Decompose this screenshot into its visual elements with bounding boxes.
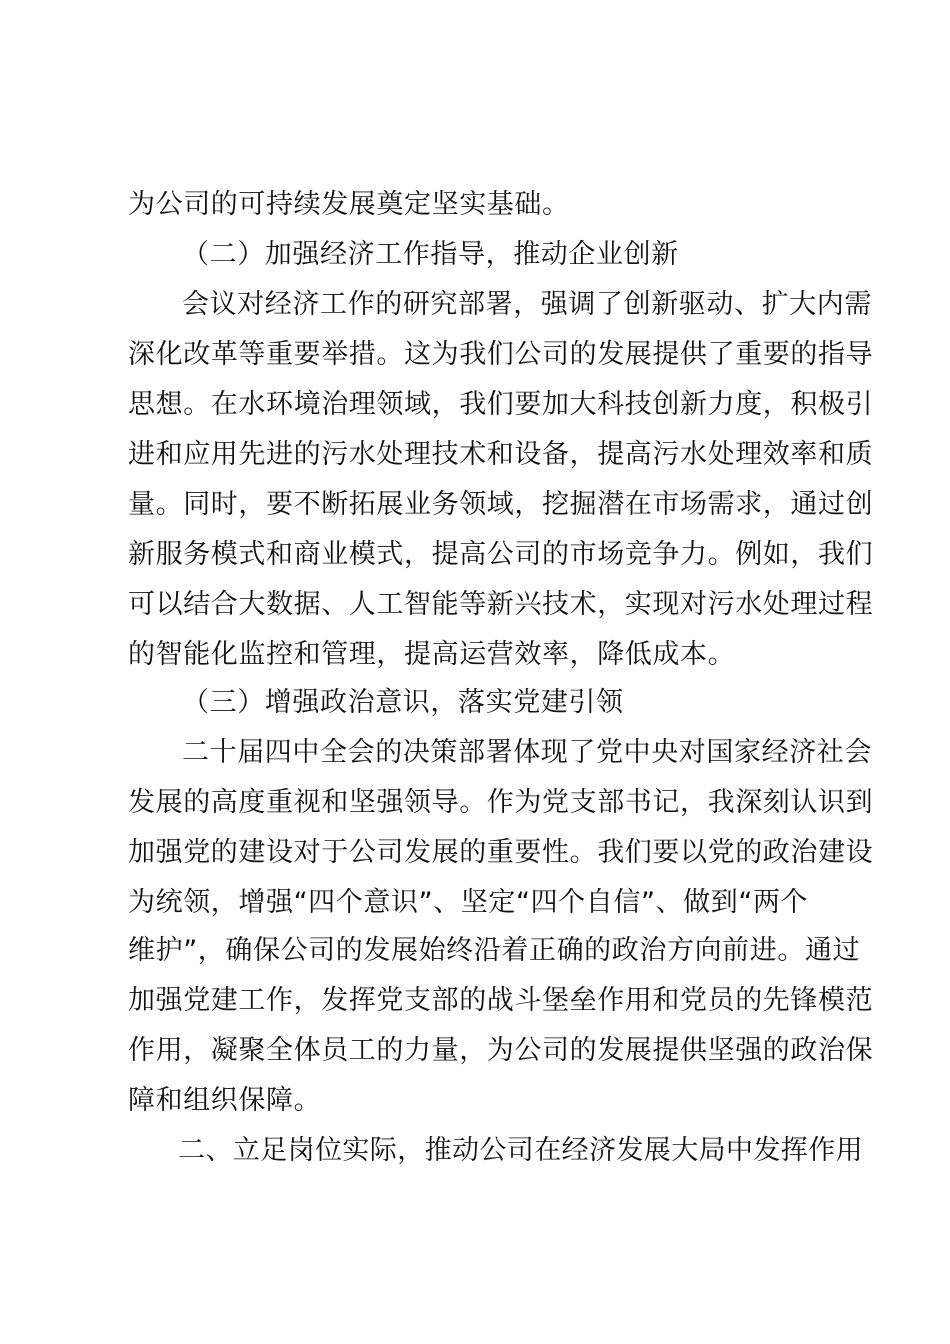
paragraph-line: 发展的高度重视和坚强领导。作为党支部书记，我深刻认识到 [128, 787, 874, 818]
paragraph-line: 新服务模式和商业模式，提高公司的市场竞争力。例如，我们 [128, 539, 874, 570]
paragraph-line: 的智能化监控和管理，提高运营效率，降低成本。 [128, 639, 736, 670]
paragraph-line: 深化改革等重要举措。这为我们公司的发展提供了重要的指导 [128, 339, 874, 370]
subheading-2: （二）加强经济工作指导，推动企业创新 [182, 239, 679, 270]
paragraph-line: 量。同时，要不断拓展业务领域，挖掘潜在市场需求，通过创 [128, 489, 874, 520]
paragraph-line: 会议对经济工作的研究部署，强调了创新驱动、扩大内需 [182, 289, 872, 320]
paragraph-line: 加强党的建设对于公司发展的重要性。我们要以党的政治建设 [128, 837, 874, 868]
section-heading: 二、立足岗位实际，推动公司在经济发展大局中发挥作用 [178, 1135, 863, 1166]
paragraph-line: 进和应用先进的污水处理技术和设备，提高污水处理效率和质 [128, 439, 874, 470]
paragraph-line: 可以结合大数据、人工智能等新兴技术，实现对污水处理过程 [128, 589, 874, 620]
paragraph-line: 作用，凝聚全体员工的力量，为公司的发展提供坚强的政治保 [128, 1035, 874, 1066]
paragraph-line: 障和组织保障。 [128, 1085, 322, 1116]
paragraph-line: 加强党建工作，发挥党支部的战斗堡垒作用和党员的先锋模范 [128, 985, 874, 1016]
paragraph-end-line: 为公司的可持续发展奠定坚实基础。 [128, 189, 570, 220]
paragraph-line: 思想。在水环境治理领域，我们要加大科技创新力度，积极引 [128, 389, 874, 420]
paragraph-line: 维护”，确保公司的发展始终沿着正确的政治方向前进。通过 [128, 935, 861, 966]
subheading-3: （三）增强政治意识，落实党建引领 [182, 687, 624, 718]
paragraph-line: 为统领，增强“四个意识”、坚定“四个自信”、做到“两个 [128, 887, 809, 918]
paragraph-line: 二十届四中全会的决策部署体现了党中央对国家经济社会 [182, 737, 872, 768]
